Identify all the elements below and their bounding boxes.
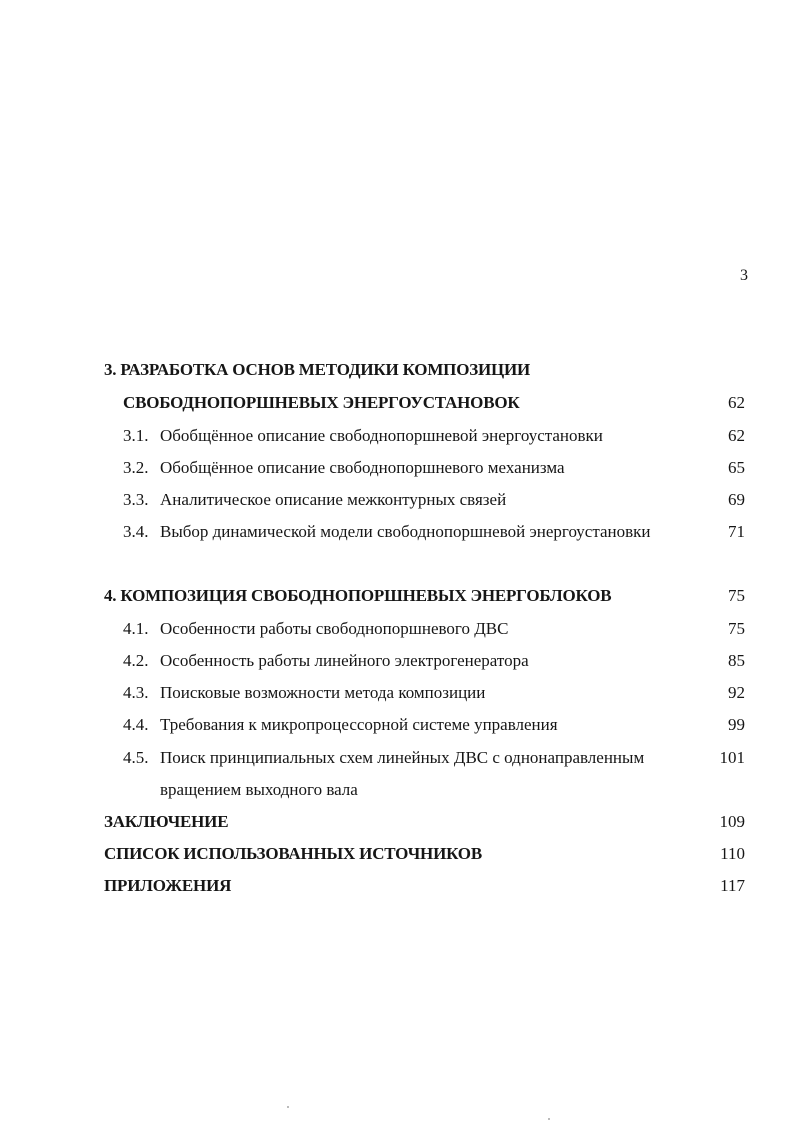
references-title: СПИСОК ИСПОЛЬЗОВАННЫХ ИСТОЧНИКОВ (104, 844, 482, 863)
section-number: 4.1. (123, 619, 149, 638)
conclusion-title: ЗАКЛЮЧЕНИЕ (104, 812, 229, 831)
references-page: 110 (720, 844, 745, 863)
section-number: 4.5. (123, 748, 149, 767)
chapter-3-title-line2: СВОБОДНОПОРШНЕВЫХ ЭНЕРГОУСТАНОВОК (123, 393, 520, 412)
section-title: Обобщённое описание свободнопоршневой энергоустановки (160, 426, 603, 445)
section-number: 4.2. (123, 651, 149, 670)
section-page: 101 (719, 748, 745, 767)
section-number: 3.4. (123, 522, 149, 541)
section-title: Особенности работы свободнопоршневого ДВС (160, 619, 509, 638)
conclusion-page: 109 (719, 812, 745, 831)
chapter-3-page: 62 (728, 393, 745, 412)
appendices-page: 117 (720, 876, 745, 895)
section-number: 4.3. (123, 683, 149, 702)
chapter-3-title-line1: 3. РАЗРАБОТКА ОСНОВ МЕТОДИКИ КОМПОЗИЦИИ (104, 360, 531, 379)
section-page: 65 (728, 458, 745, 477)
section-title-line1: Поиск принципиальных схем линейных ДВС с однонаправленным (160, 748, 645, 767)
section-title: Особенность работы линейного электрогенератора (160, 651, 529, 670)
section-page: 69 (728, 490, 745, 509)
section-number: 3.2. (123, 458, 149, 477)
section-number: 3.3. (123, 490, 149, 509)
section-title: Аналитическое описание межконтурных связей (160, 490, 507, 509)
scan-speck (548, 1118, 550, 1120)
section-number: 3.1. (123, 426, 149, 445)
section-page: 85 (728, 651, 745, 670)
appendices-title: ПРИЛОЖЕНИЯ (104, 876, 232, 895)
scan-speck (287, 1106, 289, 1108)
section-page: 75 (728, 619, 745, 638)
section-number: 4.4. (123, 715, 149, 734)
section-title-line2: вращением выходного вала (160, 780, 358, 799)
section-title: Требования к микропроцессорной системе управления (160, 715, 558, 734)
section-title: Выбор динамической модели свободнопоршневой энергоустановки (160, 522, 651, 541)
section-title: Обобщённое описание свободнопоршневого механизма (160, 458, 565, 477)
page-number: 3 (740, 267, 748, 284)
chapter-4-title: 4. КОМПОЗИЦИЯ СВОБОДНОПОРШНЕВЫХ ЭНЕРГОБЛОКОВ (104, 586, 612, 605)
section-page: 62 (728, 426, 745, 445)
section-page: 99 (728, 715, 745, 734)
chapter-4-page: 75 (728, 586, 745, 605)
section-page: 71 (728, 522, 745, 541)
section-title: Поисковые возможности метода композиции (160, 683, 486, 702)
section-page: 92 (728, 683, 745, 702)
